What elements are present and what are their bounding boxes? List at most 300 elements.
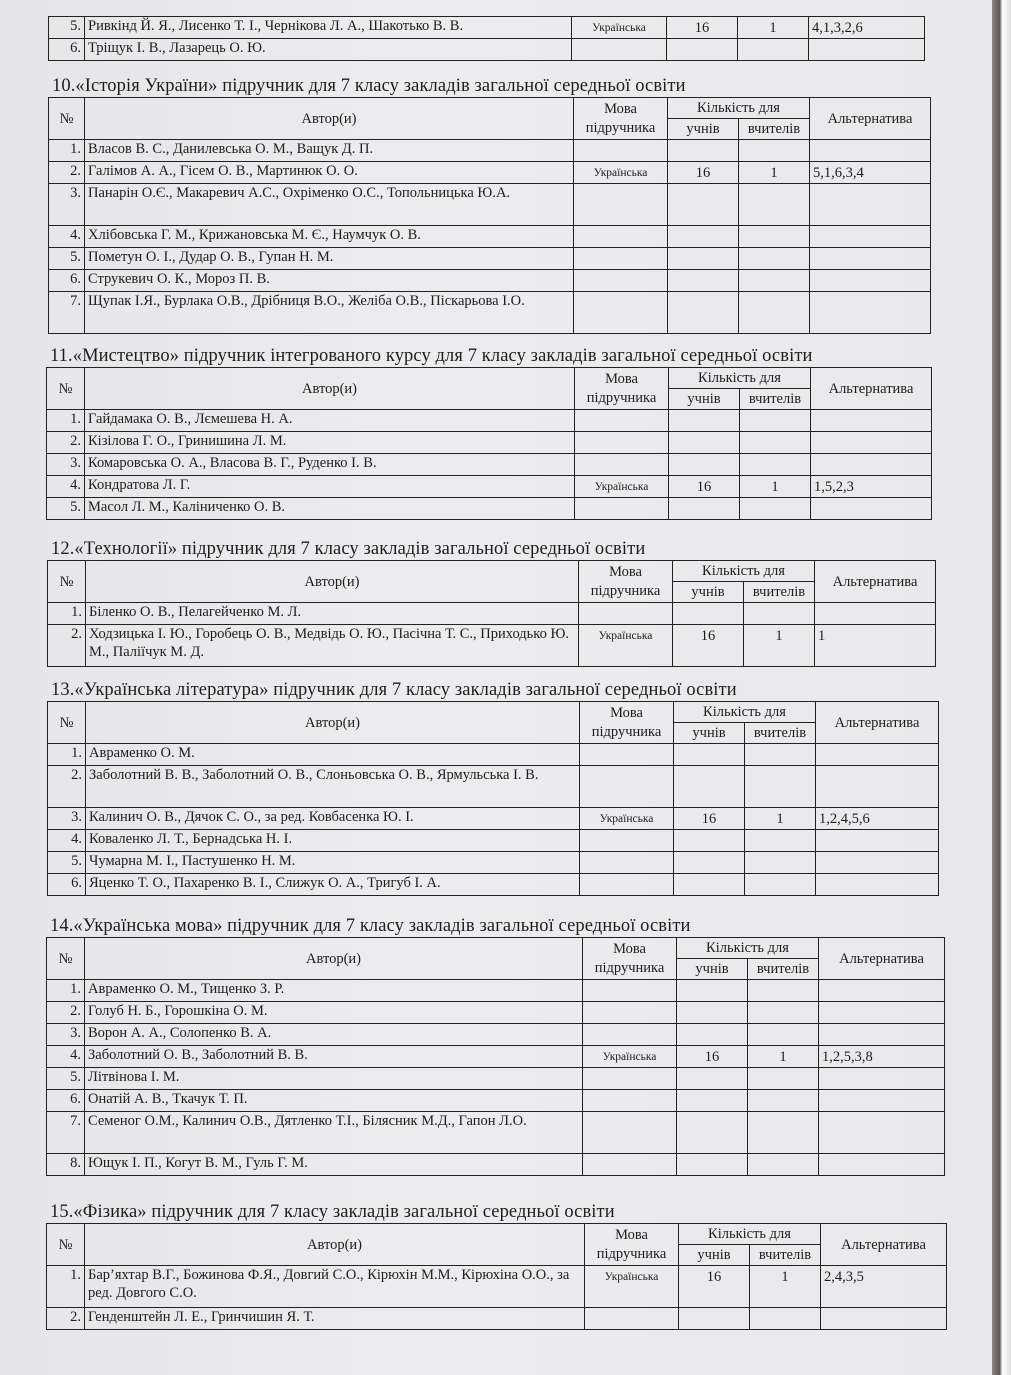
students-count	[667, 39, 738, 61]
header-alternative	[815, 561, 936, 603]
header-language-line2: підручника	[596, 1245, 667, 1262]
students-count	[668, 226, 739, 248]
alternative-cell: 4,1,3,2,6	[809, 17, 925, 39]
language-cell: Українська	[572, 17, 667, 39]
header-number-text: №	[58, 1236, 73, 1253]
students-count	[674, 744, 745, 766]
table-row	[47, 410, 932, 432]
header-row	[47, 938, 945, 959]
table-row	[47, 980, 945, 1002]
students-count	[677, 1068, 748, 1090]
author-cell: Голуб Н. Б., Горошкіна О. М.	[85, 1002, 583, 1024]
language-cell: Українська	[575, 476, 669, 498]
language-cell	[575, 498, 669, 520]
alternative-cell: 1,2,5,3,8	[819, 1046, 945, 1068]
row-number: 7.	[47, 1112, 85, 1154]
row-number: 3.	[48, 808, 86, 830]
students-count: 16	[674, 808, 745, 830]
author-cell: Ворон А. А., Солопенко В. А.	[85, 1024, 583, 1046]
header-author	[86, 702, 580, 744]
header-row	[48, 702, 939, 723]
header-author-text: Автор(и)	[305, 950, 362, 967]
alternative-cell	[816, 830, 939, 852]
author-cell: Заболотний О. В., Заболотний В. В.	[85, 1046, 583, 1068]
students-count	[668, 270, 739, 292]
header-teachers-text: вчителів	[752, 584, 806, 600]
table-row	[48, 830, 939, 852]
header-language-line2: підручника	[586, 389, 657, 406]
language-cell	[583, 1024, 677, 1046]
table-row	[47, 1046, 945, 1068]
language-cell	[572, 39, 667, 61]
author-cell: Струкевич О. К., Мороз П. В.	[85, 270, 574, 292]
alternative-cell	[819, 1154, 945, 1176]
textbook-table	[46, 367, 932, 520]
students-count	[677, 1090, 748, 1112]
students-count	[677, 1112, 748, 1154]
header-students-text: учнів	[687, 391, 721, 407]
header-row	[47, 368, 932, 389]
section-block	[47, 679, 939, 896]
header-language	[585, 1224, 679, 1266]
students-count: 16	[673, 625, 744, 667]
alternative-cell	[811, 498, 932, 520]
teachers-count	[739, 292, 810, 334]
row-number: 1.	[48, 744, 86, 766]
header-students	[673, 582, 744, 603]
author-cell: Власов В. С., Данилевська О. М., Ващук Д. П.	[85, 140, 574, 162]
header-author-text: Автор(и)	[304, 714, 361, 731]
header-teachers-text: вчителів	[756, 961, 810, 977]
row-number: 3.	[47, 1024, 85, 1046]
table-row	[47, 1266, 947, 1308]
students-count	[677, 1024, 748, 1046]
header-row	[48, 561, 936, 582]
author-cell: Онатій А. В., Ткачук Т. П.	[85, 1090, 583, 1112]
students-count	[677, 1002, 748, 1024]
author-cell: Авраменко О. М.	[86, 744, 580, 766]
language-cell	[583, 1068, 677, 1090]
teachers-count	[739, 140, 810, 162]
table-row	[49, 226, 931, 248]
language-cell	[574, 270, 668, 292]
teachers-count	[750, 1308, 821, 1330]
section-block	[48, 75, 931, 334]
author-cell: Гайдамака О. В., Лємешева Н. А.	[85, 410, 575, 432]
header-quantity-text: Кількість для	[708, 1226, 791, 1242]
row-number: 7.	[49, 292, 85, 334]
header-author	[85, 938, 583, 980]
header-students	[679, 1245, 750, 1266]
textbook-table	[47, 701, 939, 896]
table-row	[49, 248, 931, 270]
language-cell	[579, 603, 673, 625]
header-quantity-text: Кількість для	[697, 100, 780, 116]
section-title: 15.«Фізика» підручник для 7 класу закладів загальної середньої освіти	[50, 1202, 615, 1222]
language-cell	[574, 248, 668, 270]
alternative-cell	[816, 874, 939, 896]
row-number: 3.	[49, 184, 85, 226]
teachers-count: 1	[750, 1266, 821, 1308]
header-teachers	[745, 723, 816, 744]
author-cell: Генденштейн Л. Е., Гринчишин Я. Т.	[85, 1308, 585, 1330]
row-number: 2.	[48, 625, 86, 667]
header-teachers	[739, 119, 810, 140]
section-title: 12.«Технології» підручник для 7 класу закладів загальної середньої освіти	[51, 539, 646, 559]
alternative-cell	[815, 603, 936, 625]
teachers-count	[748, 1068, 819, 1090]
table-row	[49, 39, 925, 61]
top-table-block	[48, 16, 925, 61]
row-number: 5.	[49, 17, 85, 39]
teachers-count: 1	[744, 625, 815, 667]
author-cell: Біленко О. В., Пелагейченко М. Л.	[86, 603, 579, 625]
author-cell: Тріщук І. В., Лазарець О. Ю.	[85, 39, 572, 61]
header-quantity	[677, 938, 819, 959]
author-cell: Чумарна М. І., Пастушенко Н. М.	[86, 852, 580, 874]
teachers-count	[739, 248, 810, 270]
header-students-text: учнів	[692, 725, 726, 741]
alternative-cell: 1	[815, 625, 936, 667]
section-title: 11.«Мистецтво» підручник інтегрованого курсу для 7 класу закладів загальної середньої освіти	[50, 346, 813, 366]
language-cell	[580, 830, 674, 852]
teachers-count	[748, 1024, 819, 1046]
table-row	[48, 766, 939, 808]
author-cell: Заболотний В. В., Заболотний О. В., Слоньовська О. В., Ярмульська І. В.	[86, 766, 580, 808]
alternative-cell: 5,1,6,3,4	[810, 162, 931, 184]
students-count	[668, 184, 739, 226]
alternative-cell: 1,5,2,3	[811, 476, 932, 498]
table-row	[47, 1308, 947, 1330]
header-number	[47, 368, 85, 410]
section-block	[46, 345, 932, 520]
header-language-line2: підручника	[590, 582, 661, 599]
teachers-count	[745, 874, 816, 896]
students-count	[668, 248, 739, 270]
language-cell	[574, 184, 668, 226]
header-alternative	[811, 368, 932, 410]
header-author	[85, 98, 574, 140]
table-row	[49, 292, 931, 334]
header-number-text: №	[59, 714, 74, 731]
header-quantity	[668, 98, 810, 119]
alternative-cell	[819, 1068, 945, 1090]
header-language	[583, 938, 677, 980]
textbook-table	[46, 1223, 947, 1330]
row-number: 2.	[48, 766, 86, 808]
language-cell: Українська	[579, 625, 673, 667]
author-cell: Бар’яхтар В.Г., Божинова Ф.Я., Довгий С.О., Кірюхін М.М., Кірюхіна О.О., за ред. Довгого С.О.	[85, 1266, 585, 1308]
row-number: 5.	[49, 248, 85, 270]
section-title: 13.«Українська література» підручник для 7 класу закладів загальної середньої освіти	[51, 680, 737, 700]
alternative-cell	[810, 184, 931, 226]
alternative-cell: 1,2,4,5,6	[816, 808, 939, 830]
language-cell	[580, 744, 674, 766]
table-row	[47, 1024, 945, 1046]
header-alternative-text: Альтернатива	[834, 714, 920, 731]
header-quantity-text: Кількість для	[698, 370, 781, 386]
header-students-text: учнів	[691, 584, 725, 600]
author-cell: Авраменко О. М., Тищенко З. Р.	[85, 980, 583, 1002]
students-count: 16	[679, 1266, 750, 1308]
row-number: 4.	[47, 476, 85, 498]
teachers-count	[745, 766, 816, 808]
students-count: 16	[677, 1046, 748, 1068]
continuation-table	[48, 16, 925, 61]
teachers-count	[740, 498, 811, 520]
language-cell	[583, 980, 677, 1002]
author-cell: Комаровська О. А., Власова В. Г., Руденко І. В.	[85, 454, 575, 476]
teachers-count	[740, 454, 811, 476]
header-author-text: Автор(и)	[301, 380, 358, 397]
section-block	[46, 915, 945, 1176]
header-teachers-text: вчителів	[748, 391, 802, 407]
header-number-text: №	[59, 110, 74, 127]
section-title: 10.«Історія України» підручник для 7 класу закладів загальної середньої освіти	[52, 76, 686, 96]
alternative-cell	[810, 270, 931, 292]
header-language-line1: Мова	[609, 563, 642, 580]
header-author-text: Автор(и)	[301, 110, 357, 127]
header-quantity-text: Кількість для	[702, 563, 785, 579]
table-row	[47, 498, 932, 520]
language-cell: Українська	[574, 162, 668, 184]
row-number: 5.	[48, 852, 86, 874]
alternative-cell	[819, 1002, 945, 1024]
header-alternative	[816, 702, 939, 744]
author-cell: Ющук І. П., Когут В. М., Гуль Г. М.	[85, 1154, 583, 1176]
author-cell: Ходзицька І. Ю., Горобець О. В., Медвідь О. Ю., Пасічна Т. С., Приходько Ю. М., Паліїчук М. Д.	[86, 625, 579, 667]
table-row	[49, 17, 925, 39]
table-row	[47, 432, 932, 454]
language-cell	[574, 292, 668, 334]
table-row	[47, 454, 932, 476]
header-author-text: Автор(и)	[304, 573, 360, 590]
language-cell: Українська	[580, 808, 674, 830]
header-language-line1: Мова	[613, 940, 646, 957]
header-students-text: учнів	[686, 121, 720, 137]
students-count: 16	[669, 476, 740, 498]
header-quantity	[669, 368, 811, 389]
alternative-cell	[811, 432, 932, 454]
header-alternative-text: Альтернатива	[827, 110, 913, 127]
table-row	[48, 808, 939, 830]
table-row	[48, 744, 939, 766]
table-row	[48, 874, 939, 896]
language-cell	[580, 766, 674, 808]
row-number: 2.	[47, 1002, 85, 1024]
alternative-cell	[809, 39, 925, 61]
table-row	[49, 270, 931, 292]
header-teachers	[744, 582, 815, 603]
row-number: 4.	[47, 1046, 85, 1068]
language-cell	[580, 852, 674, 874]
author-cell: Галімов А. А., Гісем О. В., Мартинюк О. О.	[85, 162, 574, 184]
teachers-count	[739, 226, 810, 248]
row-number: 1.	[47, 1266, 85, 1308]
header-teachers	[750, 1245, 821, 1266]
table-row	[47, 476, 932, 498]
header-quantity	[679, 1224, 821, 1245]
students-count	[669, 432, 740, 454]
header-language-line1: Мова	[604, 100, 637, 117]
students-count	[669, 454, 740, 476]
students-count	[674, 830, 745, 852]
author-cell: Семеног О.М., Калинич О.В., Дятленко Т.І., Білясник М.Д., Гапон Л.О.	[85, 1112, 583, 1154]
table-row	[47, 1090, 945, 1112]
students-count	[677, 980, 748, 1002]
teachers-count: 1	[748, 1046, 819, 1068]
teachers-count: 1	[738, 17, 809, 39]
header-author	[85, 1224, 585, 1266]
author-cell: Кізілова Г. О., Гринишина Л. М.	[85, 432, 575, 454]
header-alternative	[821, 1224, 947, 1266]
header-alternative-text: Альтернатива	[828, 380, 914, 397]
teachers-count	[748, 1002, 819, 1024]
header-language-line1: Мова	[615, 1226, 648, 1243]
header-quantity-text: Кількість для	[706, 940, 789, 956]
students-count	[679, 1308, 750, 1330]
teachers-count	[745, 744, 816, 766]
row-number: 2.	[47, 432, 85, 454]
header-author	[85, 368, 575, 410]
teachers-count: 1	[739, 162, 810, 184]
author-cell: Калинич О. В., Дячок С. О., за ред. Ковбасенка Ю. І.	[86, 808, 580, 830]
header-language-line1: Мова	[605, 370, 638, 387]
row-number: 6.	[49, 270, 85, 292]
header-author-text: Автор(и)	[306, 1236, 363, 1253]
alternative-cell	[819, 980, 945, 1002]
alternative-cell	[819, 1112, 945, 1154]
language-cell	[574, 140, 668, 162]
row-number: 5.	[47, 498, 85, 520]
author-cell: Панарін О.Є., Макаревич А.С., Охріменко О.С., Топольницька Ю.А.	[85, 184, 574, 226]
header-number	[49, 98, 85, 140]
author-cell: Літвінова І. М.	[85, 1068, 583, 1090]
author-cell: Коваленко Л. Т., Бернадська Н. І.	[86, 830, 580, 852]
header-quantity	[673, 561, 815, 582]
author-cell: Пометун О. І., Дудар О. В., Гупан Н. М.	[85, 248, 574, 270]
teachers-count: 1	[740, 476, 811, 498]
alternative-cell	[816, 744, 939, 766]
students-count	[669, 498, 740, 520]
row-number: 4.	[48, 830, 86, 852]
row-number: 6.	[47, 1090, 85, 1112]
header-row	[47, 1224, 947, 1245]
row-number: 6.	[49, 39, 85, 61]
header-alternative-text: Альтернатива	[832, 573, 918, 590]
table-row	[47, 1002, 945, 1024]
language-cell: Українська	[583, 1046, 677, 1068]
header-students	[669, 389, 740, 410]
teachers-count	[740, 410, 811, 432]
teachers-count	[744, 603, 815, 625]
row-number: 1.	[47, 410, 85, 432]
header-teachers-text: вчителів	[753, 725, 807, 741]
row-number: 3.	[47, 454, 85, 476]
row-number: 8.	[47, 1154, 85, 1176]
alternative-cell	[810, 226, 931, 248]
author-cell: Яценко Т. О., Пахаренко В. І., Слижук О. А., Тригуб І. А.	[86, 874, 580, 896]
table-row	[48, 852, 939, 874]
language-cell	[583, 1090, 677, 1112]
alternative-cell: 2,4,3,5	[821, 1266, 947, 1308]
table-row	[47, 1112, 945, 1154]
students-count	[668, 292, 739, 334]
language-cell	[575, 410, 669, 432]
header-number	[47, 1224, 85, 1266]
teachers-count	[748, 1154, 819, 1176]
author-cell: Кондратова Л. Г.	[85, 476, 575, 498]
header-language-line2: підручника	[594, 959, 665, 976]
header-language	[574, 98, 668, 140]
students-count	[674, 874, 745, 896]
header-number-text: №	[59, 573, 74, 590]
teachers-count	[740, 432, 811, 454]
table-row	[48, 625, 936, 667]
row-number: 2.	[47, 1308, 85, 1330]
row-number: 5.	[47, 1068, 85, 1090]
header-students	[674, 723, 745, 744]
section-block	[47, 538, 936, 667]
table-row	[49, 140, 931, 162]
header-students-text: учнів	[697, 1247, 731, 1263]
alternative-cell	[816, 852, 939, 874]
row-number: 4.	[49, 226, 85, 248]
alternative-cell	[816, 766, 939, 808]
header-number-text: №	[58, 380, 73, 397]
page-edge-shadow	[992, 0, 1011, 1375]
alternative-cell	[810, 248, 931, 270]
author-cell: Щупак І.Я., Бурлака О.В., Дрібниця В.О., Желіба О.В., Піскарьова І.О.	[85, 292, 574, 334]
teachers-count	[748, 980, 819, 1002]
author-cell: Масол Л. М., Каліниченко О. В.	[85, 498, 575, 520]
header-language-line2: підручника	[585, 119, 656, 136]
language-cell	[580, 874, 674, 896]
alternative-cell	[811, 454, 932, 476]
language-cell	[585, 1308, 679, 1330]
language-cell: Українська	[585, 1266, 679, 1308]
teachers-count	[739, 184, 810, 226]
teachers-count	[745, 830, 816, 852]
teachers-count	[748, 1112, 819, 1154]
students-count	[668, 140, 739, 162]
teachers-count	[739, 270, 810, 292]
teachers-count	[745, 852, 816, 874]
students-count	[674, 852, 745, 874]
textbook-table	[48, 97, 931, 334]
students-count	[674, 766, 745, 808]
language-cell	[574, 226, 668, 248]
textbook-table	[47, 560, 936, 667]
language-cell	[583, 1112, 677, 1154]
section-title: 14.«Українська мова» підручник для 7 класу закладів загальної середньої освіти	[50, 916, 691, 936]
students-count	[677, 1154, 748, 1176]
row-number: 6.	[48, 874, 86, 896]
header-alternative	[810, 98, 931, 140]
row-number: 1.	[48, 603, 86, 625]
table-row	[49, 162, 931, 184]
header-author	[86, 561, 579, 603]
header-number	[47, 938, 85, 980]
alternative-cell	[819, 1090, 945, 1112]
table-row	[47, 1154, 945, 1176]
table-row	[48, 603, 936, 625]
teachers-count: 1	[745, 808, 816, 830]
header-students	[668, 119, 739, 140]
header-number-text: №	[58, 950, 73, 967]
language-cell	[583, 1002, 677, 1024]
alternative-cell	[811, 410, 932, 432]
